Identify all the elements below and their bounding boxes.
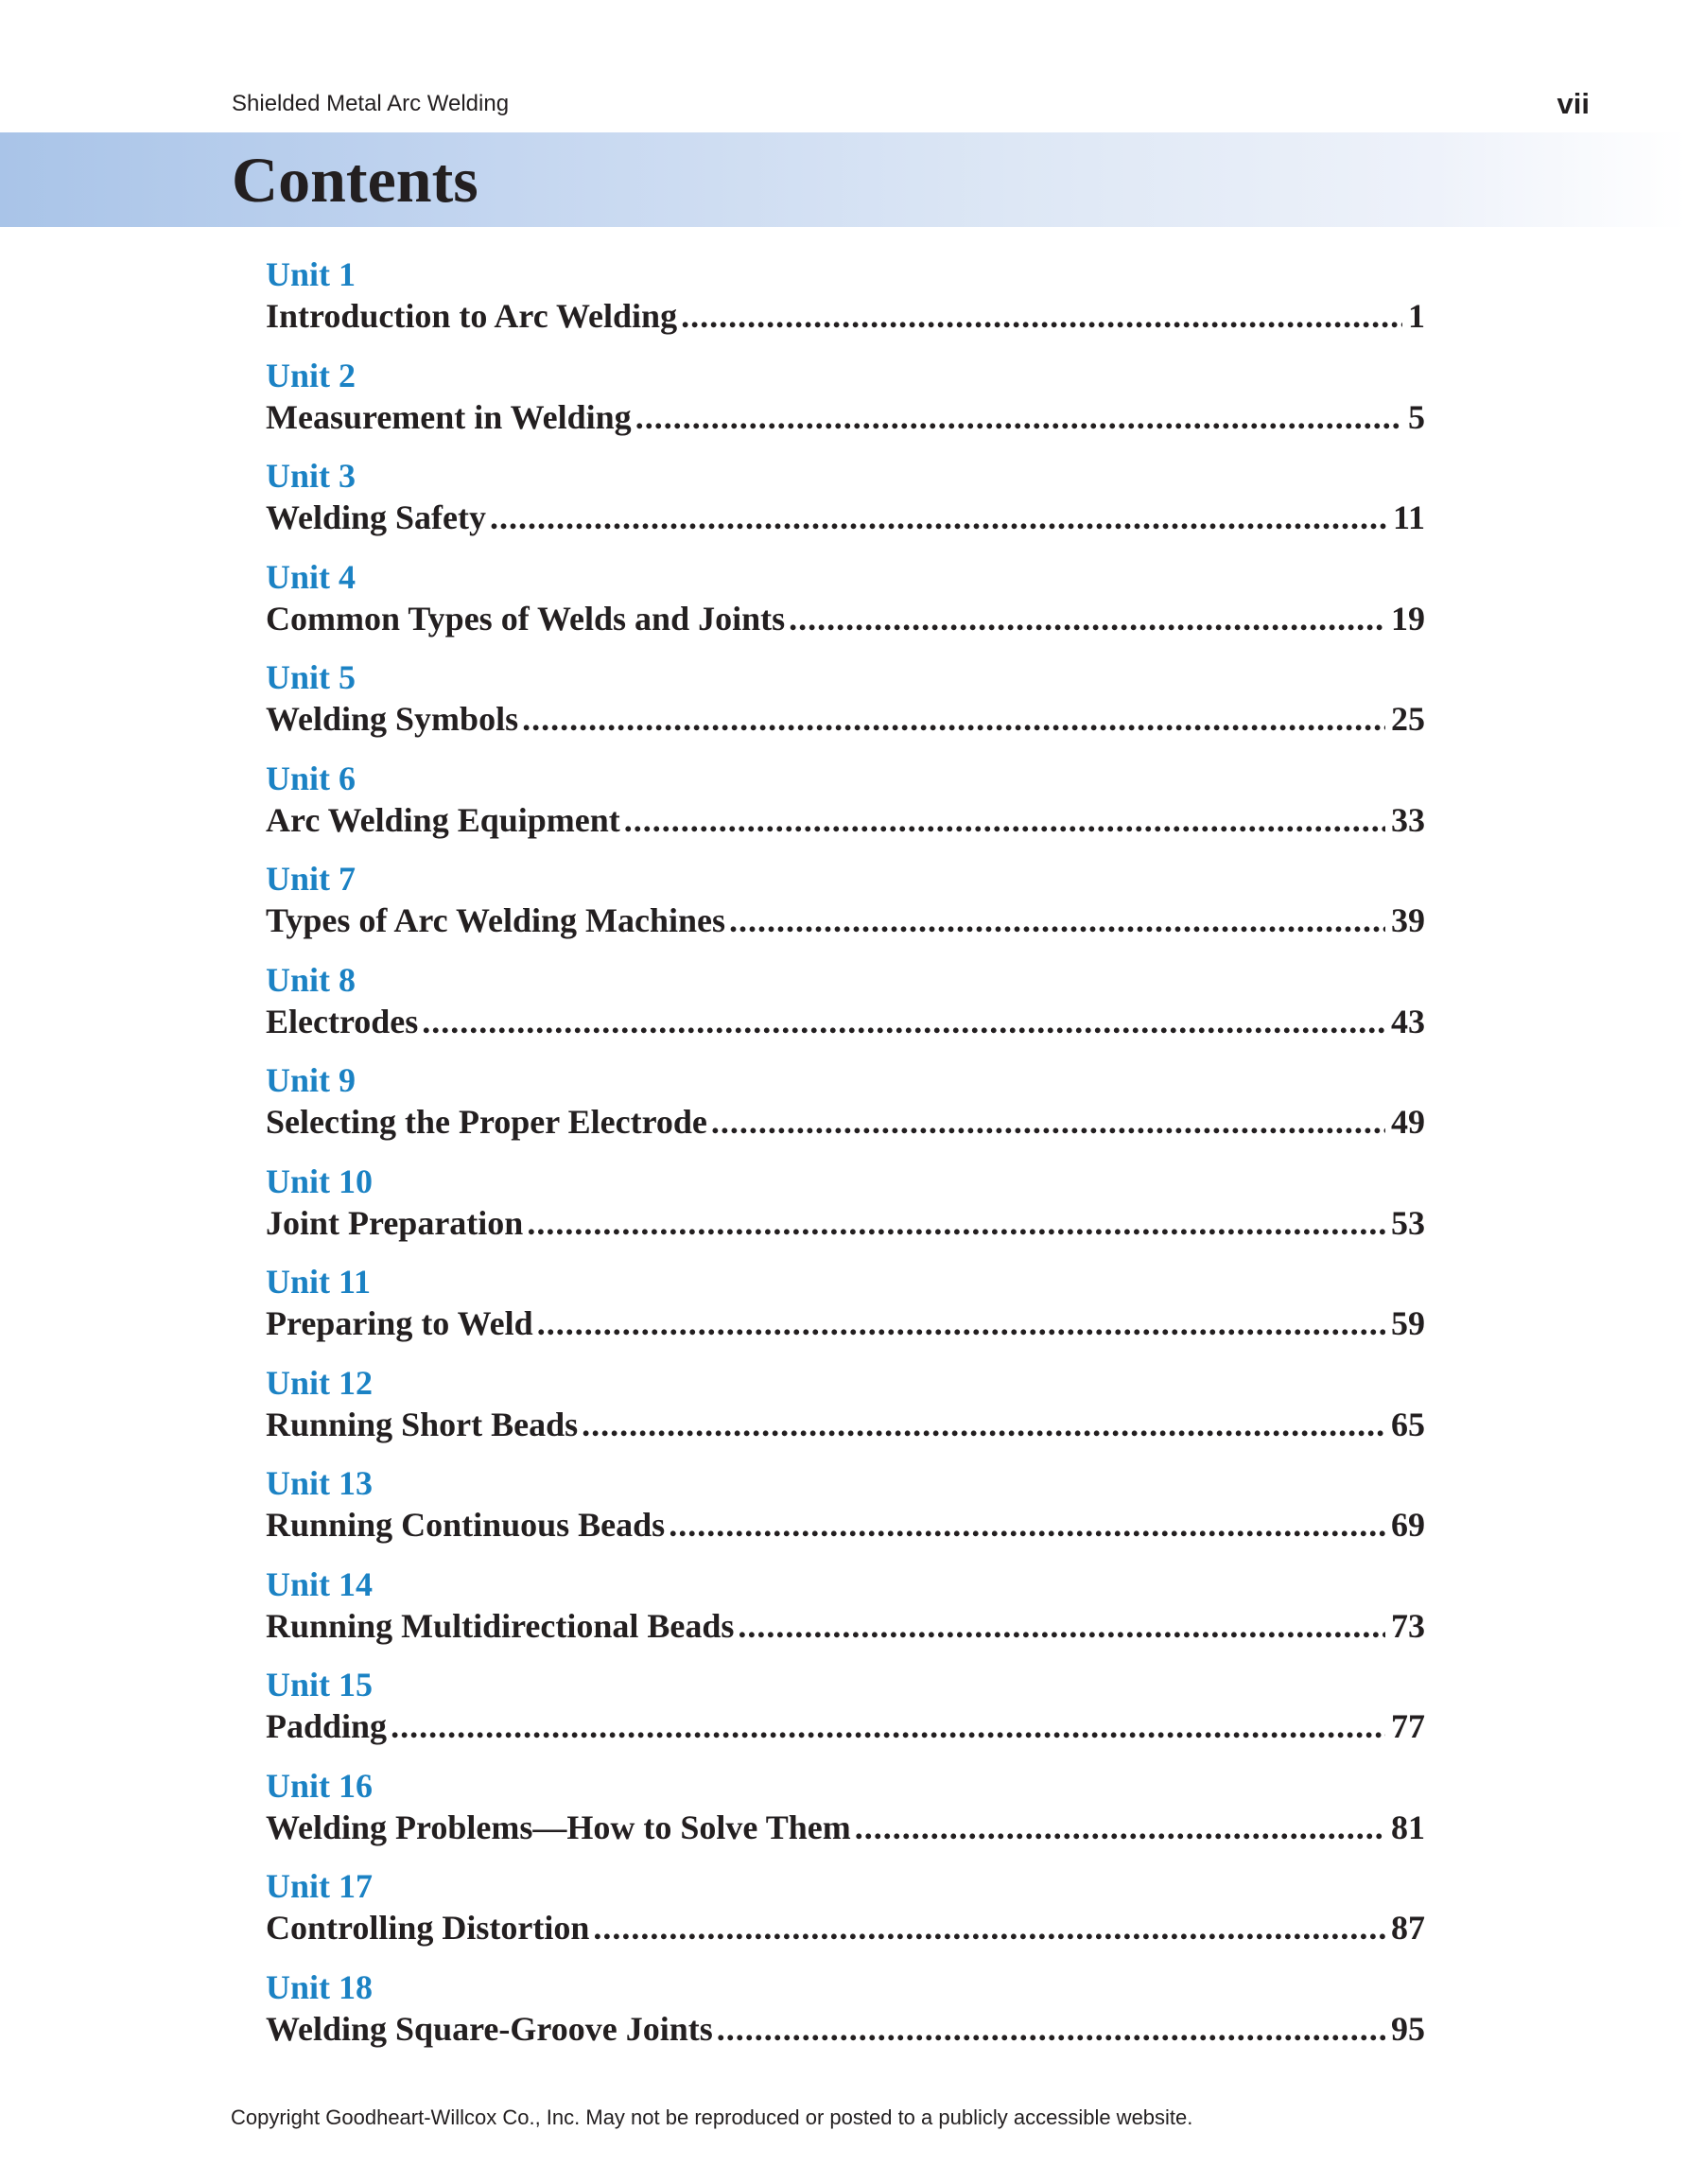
toc-entry	[266, 758, 1425, 859]
unit-label: Unit 14	[266, 1564, 374, 1603]
toc-entry	[266, 959, 1425, 1060]
toc-line	[266, 1001, 1425, 1042]
unit-title: Controlling Distortion	[266, 1909, 590, 1947]
unit-title: Welding Symbols	[266, 700, 519, 738]
unit-page-number: 1	[1408, 297, 1425, 335]
unit-page-number: 69	[1391, 1506, 1425, 1544]
toc-entry	[266, 656, 1425, 758]
dot-leader	[717, 2008, 1385, 2050]
unit-label: Unit 18	[266, 1967, 374, 2006]
dot-leader	[527, 1202, 1385, 1244]
toc-entry	[266, 1462, 1425, 1564]
unit-page-number: 39	[1391, 901, 1425, 939]
dot-leader	[789, 598, 1385, 639]
dot-leader	[738, 1605, 1385, 1647]
toc-entry	[266, 1765, 1425, 1866]
running-head	[232, 87, 1590, 119]
unit-page-number: 73	[1391, 1606, 1425, 1645]
dot-leader	[669, 1504, 1385, 1546]
unit-page-number: 77	[1391, 1707, 1425, 1745]
dot-leader	[490, 497, 1387, 538]
dot-leader	[422, 1001, 1385, 1042]
unit-title: Welding Square-Groove Joints	[266, 2009, 713, 2048]
unit-page-number: 43	[1391, 1002, 1425, 1040]
toc-line	[266, 1807, 1425, 1848]
toc-entry	[266, 1059, 1425, 1161]
toc-entry	[266, 1664, 1425, 1765]
table-of-contents	[266, 253, 1425, 2067]
unit-title: Running Multidirectional Beads	[266, 1606, 735, 1645]
dot-leader	[711, 1101, 1385, 1143]
copyright-footer: Copyright Goodheart-Willcox Co., Inc. May not be reproduced or posted to a publicly accessible website.	[231, 2105, 1193, 2129]
unit-title: Welding Problems—How to Solve Them	[266, 1808, 851, 1846]
unit-page-number: 95	[1391, 2009, 1425, 2048]
dot-leader	[391, 1705, 1385, 1747]
dot-leader	[624, 799, 1385, 841]
unit-page-number: 11	[1392, 498, 1425, 536]
toc-line	[266, 1202, 1425, 1244]
page-number: vii	[1557, 87, 1590, 120]
unit-title: Types of Arc Welding Machines	[266, 901, 726, 939]
toc-line	[266, 1101, 1425, 1143]
unit-label: Unit 4	[266, 557, 357, 596]
toc-line	[266, 396, 1425, 438]
unit-label: Unit 13	[266, 1464, 374, 1502]
toc-entry	[266, 858, 1425, 959]
toc-entry	[266, 1564, 1425, 1665]
unit-title: Selecting the Proper Electrode	[266, 1103, 707, 1141]
unit-label: Unit 2	[266, 356, 357, 394]
unit-label: Unit 6	[266, 759, 357, 797]
toc-line	[266, 1605, 1425, 1647]
unit-title: Common Types of Welds and Joints	[266, 599, 786, 638]
toc-line	[266, 497, 1425, 538]
title-band	[0, 132, 1687, 227]
unit-page-number: 19	[1391, 599, 1425, 638]
unit-label: Unit 3	[266, 457, 357, 495]
toc-entry	[266, 1362, 1425, 1463]
unit-page-number: 49	[1391, 1103, 1425, 1141]
unit-title: Electrodes	[266, 1002, 419, 1040]
unit-label: Unit 8	[266, 960, 357, 999]
unit-page-number: 53	[1391, 1203, 1425, 1242]
toc-line	[266, 1907, 1425, 1948]
unit-label: Unit 7	[266, 860, 357, 898]
unit-label: Unit 5	[266, 658, 357, 696]
dot-leader	[522, 698, 1385, 740]
dot-leader	[537, 1302, 1385, 1344]
toc-line	[266, 598, 1425, 639]
dot-leader	[635, 396, 1402, 438]
dot-leader	[681, 295, 1402, 337]
toc-line	[266, 2008, 1425, 2050]
toc-entry	[266, 355, 1425, 456]
unit-label: Unit 10	[266, 1162, 374, 1200]
unit-title: Running Continuous Beads	[266, 1506, 666, 1544]
toc-entry	[266, 1161, 1425, 1262]
unit-title: Introduction to Arc Welding	[266, 297, 678, 335]
toc-line	[266, 1404, 1425, 1445]
toc-line	[266, 1302, 1425, 1344]
toc-entry	[266, 253, 1425, 355]
toc-entry	[266, 455, 1425, 556]
unit-page-number: 87	[1391, 1909, 1425, 1947]
toc-line	[266, 1705, 1425, 1747]
toc-line	[266, 698, 1425, 740]
toc-entry	[266, 1966, 1425, 2068]
dot-leader	[855, 1807, 1385, 1848]
toc-line	[266, 1504, 1425, 1546]
unit-title: Preparing to Weld	[266, 1304, 533, 1342]
toc-entry	[266, 556, 1425, 657]
unit-label: Unit 11	[266, 1263, 372, 1301]
unit-label: Unit 15	[266, 1666, 374, 1704]
running-title: Shielded Metal Arc Welding	[232, 91, 510, 116]
unit-page-number: 81	[1391, 1808, 1425, 1846]
unit-page-number: 33	[1391, 800, 1425, 839]
toc-line	[266, 295, 1425, 337]
dot-leader	[582, 1404, 1385, 1445]
unit-page-number: 25	[1391, 700, 1425, 738]
toc-entry	[266, 1865, 1425, 1966]
toc-entry	[266, 1261, 1425, 1362]
toc-line	[266, 900, 1425, 941]
unit-title: Running Short Beads	[266, 1405, 579, 1443]
toc-line	[266, 799, 1425, 841]
unit-label: Unit 1	[266, 255, 357, 293]
unit-label: Unit 17	[266, 1867, 374, 1905]
unit-page-number: 59	[1391, 1304, 1425, 1342]
unit-label: Unit 9	[266, 1061, 357, 1099]
unit-title: Measurement in Welding	[266, 397, 632, 436]
unit-page-number: 65	[1391, 1405, 1425, 1443]
dot-leader	[593, 1907, 1385, 1948]
unit-label: Unit 16	[266, 1766, 374, 1805]
unit-label: Unit 12	[266, 1363, 374, 1402]
unit-title: Arc Welding Equipment	[266, 800, 620, 839]
unit-page-number: 5	[1408, 397, 1425, 436]
unit-title: Welding Safety	[266, 498, 487, 536]
unit-title: Joint Preparation	[266, 1203, 524, 1242]
page-title: Contents	[232, 144, 478, 216]
unit-title: Padding	[266, 1707, 388, 1745]
dot-leader	[729, 900, 1385, 941]
